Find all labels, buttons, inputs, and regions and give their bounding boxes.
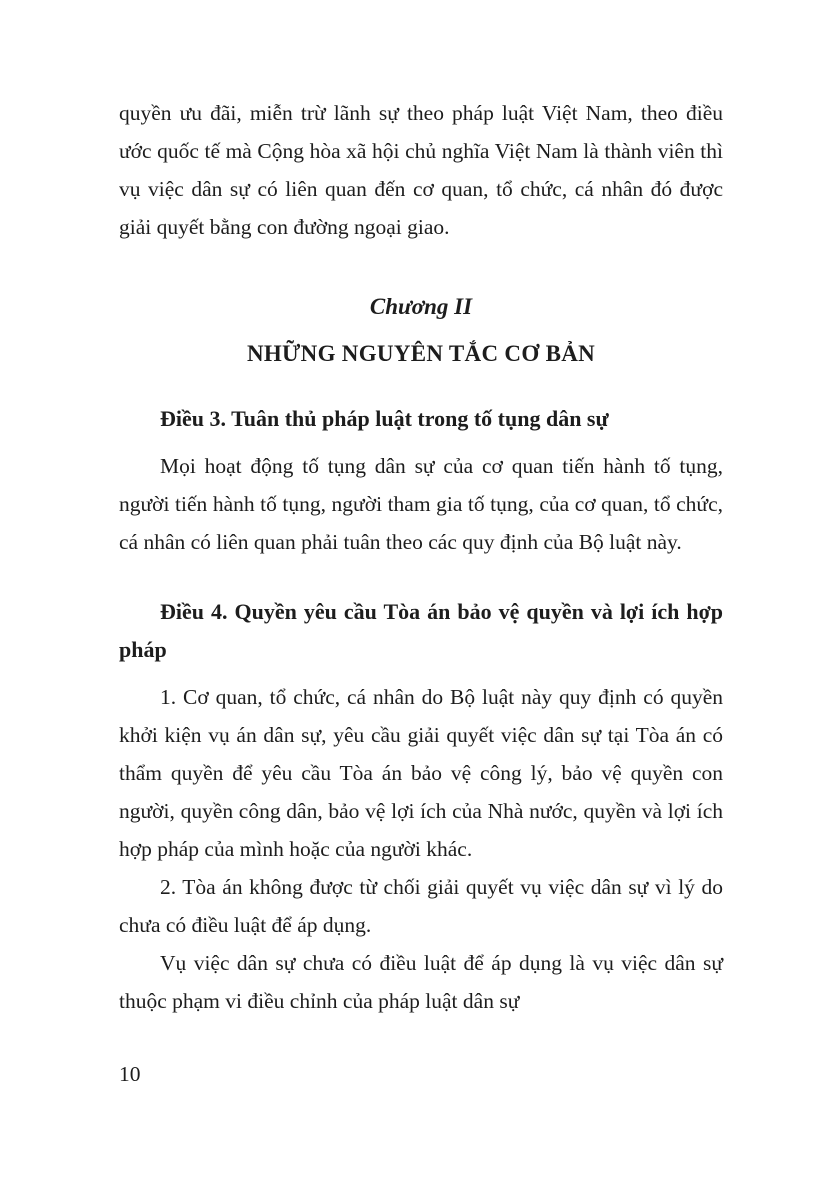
chapter-heading — [119, 293, 723, 368]
article-4-body — [119, 678, 723, 1020]
article-4-heading: Điều 4. Quyền yêu cầu Tòa án bảo vệ quyền và lợi ích hợp pháp — [119, 599, 723, 662]
chapter-label: Chương II — [369, 294, 473, 319]
article-3-body — [119, 447, 723, 561]
continuation-paragraph: quyền ưu đãi, miễn trừ lãnh sự theo pháp luật Việt Nam, theo điều ước quốc tế mà Cộng hòa xã hội chủ nghĩa Việt Nam là thành viên thì vụ việc dân sự có liên quan đến cơ quan, tổ chức, cá nhân đó được giải quyết bằng con đường ngoại giao. — [119, 101, 723, 239]
article-3 — [119, 400, 723, 561]
text-block — [119, 94, 723, 1020]
article-4-paragraph-1: 1. Cơ quan, tổ chức, cá nhân do Bộ luật này quy định có quyền khởi kiện vụ án dân sự, yêu cầu giải quyết việc dân sự tại Tòa án có thẩm quyền để yêu cầu Tòa án bảo vệ công lý, bảo vệ quyền con người, quyền công dân, bảo vệ lợi ích của Nhà nước, quyền và lợi ích hợp pháp của mình hoặc của người khác. — [119, 685, 723, 861]
chapter-title: NHỮNG NGUYÊN TẮC CƠ BẢN — [246, 341, 596, 366]
page-number: 10 — [119, 1062, 141, 1086]
article-4-paragraph-3: Vụ việc dân sự chưa có điều luật để áp dụng là vụ việc dân sự thuộc phạm vi điều chỉnh của pháp luật dân sự — [119, 951, 723, 1013]
article-3-paragraph: Mọi hoạt động tố tụng dân sự của cơ quan tiến hành tố tụng, người tiến hành tố tụng, người tham gia tố tụng, của cơ quan, tổ chức, cá nhân có liên quan phải tuân theo các quy định của Bộ luật này. — [119, 454, 723, 554]
article-4-paragraph-2: 2. Tòa án không được từ chối giải quyết vụ việc dân sự vì lý do chưa có điều luật để áp dụng. — [119, 875, 723, 937]
article-3-heading: Điều 3. Tuân thủ pháp luật trong tố tụng dân sự — [160, 406, 609, 431]
article-4 — [119, 593, 723, 1020]
